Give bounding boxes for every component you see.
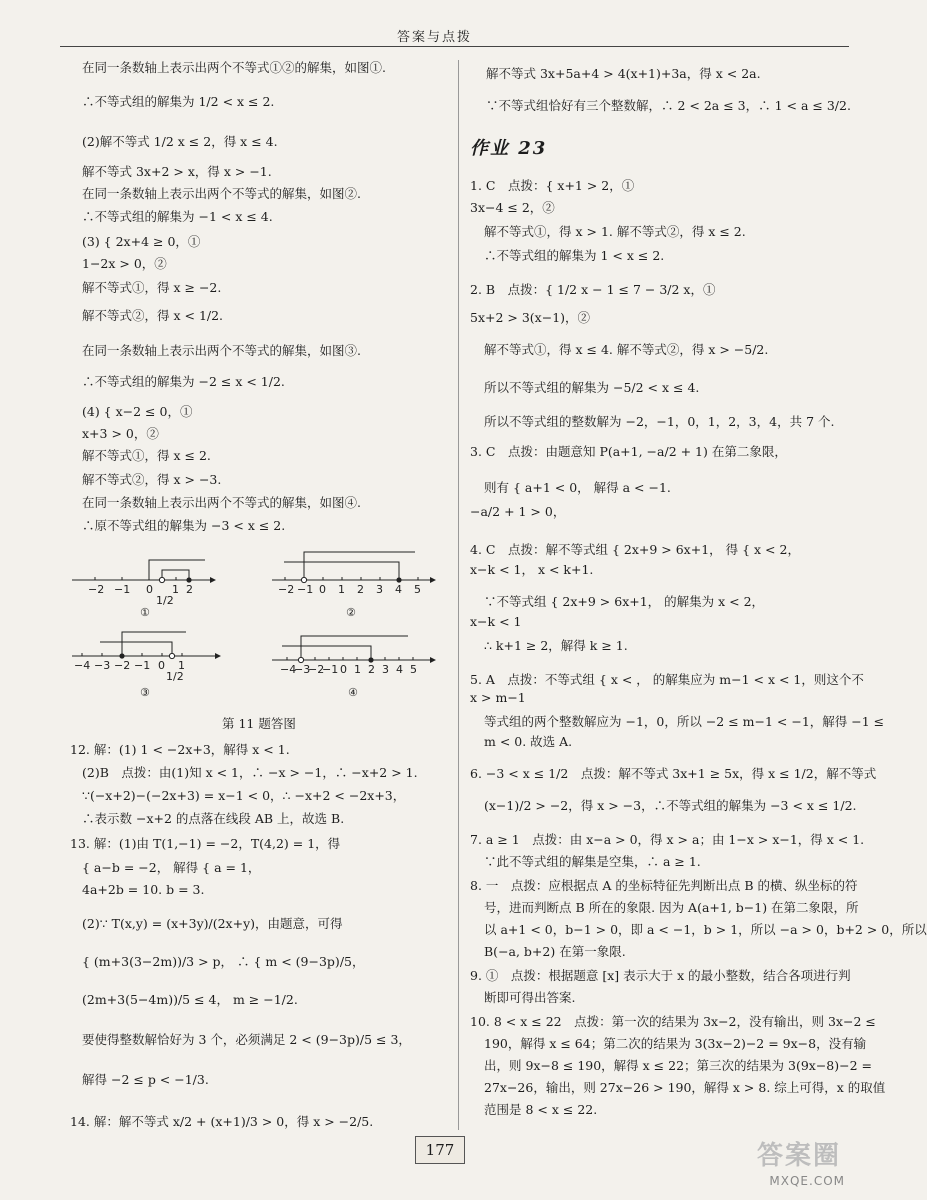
figure-label: ① [140,606,150,619]
text-line: ∴不等式组的解集为 1/2 < x ≤ 2. [82,94,275,109]
text-line: 号，进而判断点 B 所在的象限. 因为 A(a+1, b−1) 在第二象限，所 [484,900,859,915]
number-line-figure-2 [272,552,436,619]
tick-label: 3 [382,663,389,676]
text-line: ∵不等式组 { 2x+9 > 6x+1， 的解集为 x < 2， [484,594,765,609]
tick-label: −2 [308,663,325,676]
text-line: 所以不等式组的解集为 −5/2 < x ≤ 4. [484,380,700,395]
figure-caption: 第 11 题答图 [222,716,296,731]
text-line: 7. a ≥ 1 点拨：由 x−a > 0，得 x > a；由 1−x > x−1，得 x < 1. [470,832,865,847]
text-line: 出，则 9x−8 ≤ 190，解得 x ≤ 22；第三次的结果为 3(9x−8)−2 = [484,1058,873,1073]
tick-label: 5 [414,583,421,596]
text-line: ∴ k+1 ≥ 2，解得 k ≥ 1. [484,638,628,653]
watermark-url: MXQE.COM [769,1174,845,1188]
tick-label: 4 [395,583,402,596]
text-line: ∵不等式组恰好有三个整数解，∴ 2 < 2a ≤ 3，∴ 1 < a ≤ 3/2. [486,98,851,113]
text-line: x > m−1 [470,690,526,705]
text-line: 5. A 点拨：不等式组 { x < ， 的解集应为 m−1 < x < 1，则这个不 [470,672,864,687]
text-line: 在同一条数轴上表示出两个不等式的解集，如图④. [82,495,361,510]
tick-label: 1 [354,663,361,676]
tick-label: −1 [114,583,131,596]
text-line: ∴不等式组的解集为 −2 ≤ x < 1/2. [82,374,285,389]
text-line: (2)B 点拨：由(1)知 x < 1，∴ −x > −1，∴ −x+2 > 1. [82,765,418,780]
text-line: 则有 { a+1 < 0， 解得 a < −1. [484,480,671,495]
text-line: 27x−26，输出，则 27x−26 > 190，解得 x > 8. 综上可得，x 的取值 [484,1080,886,1095]
tick-label: 1 [338,583,345,596]
text-line: 解不等式 3x+2 > x，得 x > −1. [82,164,272,179]
text-line: ∴不等式组的解集为 1 < x ≤ 2. [484,248,665,263]
text-line: x−k < 1 [470,614,522,629]
figure-label: ③ [140,686,150,699]
figure-label: ② [346,606,356,619]
text-line: 解不等式 3x+5a+4 > 4(x+1)+3a，得 x < 2a. [486,66,761,81]
text-line: (2)∵ T(x,y) = (x+3y)/(2x+y)，由题意，可得 [82,916,343,931]
tick-label: 0 [319,583,326,596]
figure-label: ④ [348,686,358,699]
text-line: 范围是 8 < x ≤ 22. [484,1102,598,1117]
number-line-figure-3 [72,632,221,699]
watermark [714,1132,859,1194]
number-line-figures [60,540,450,710]
text-line: (x−1)/2 > −2，得 x > −3，∴不等式组的解集为 −3 < x ≤ 1/2. [484,798,857,813]
tick-label: −1 [322,663,339,676]
tick-label: −1 [297,583,314,596]
text-line: 2. B 点拨：{ 1/2 x − 1 ≤ 7 − 3/2 x，① [470,282,716,297]
tick-label: 0 [146,583,153,596]
half-label: 1/2 [166,670,184,683]
text-line: 10. 8 < x ≤ 22 点拨：第一次的结果为 3x−2，没有输出，则 3x−2 ≤ [470,1014,876,1029]
tick-label: −2 [114,659,131,672]
text-line: 6. −3 < x ≤ 1/2 点拨：解不等式 3x+1 ≥ 5x，得 x ≤ 1/2，解不等式 [470,766,877,781]
text-line: 12. 解：(1) 1 < −2x+3，解得 x < 1. [70,742,290,757]
text-line: ∵(−x+2)−(−2x+3) = x−1 < 0，∴ −x+2 < −2x+3， [82,788,406,803]
text-line: 在同一条数轴上表示出两个不等式的解集，如图③. [82,343,361,358]
header-rule [60,46,849,47]
tick-label: 5 [410,663,417,676]
tick-label: 2 [368,663,375,676]
page-header-title: 答案与点拨 [396,30,472,45]
tick-label: −3 [94,659,111,672]
column-divider [458,60,459,1130]
text-line: 1−2x > 0，② [82,256,167,271]
tick-label: 0 [340,663,347,676]
text-line: 4. C 点拨：解不等式组 { 2x+9 > 6x+1， 得 { x < 2， [470,542,800,557]
tick-label: −3 [294,663,311,676]
text-line: (2)解不等式 1/2 x ≤ 2，得 x ≤ 4. [82,134,278,149]
text-line: ∴原不等式组的解集为 −3 < x ≤ 2. [82,518,286,533]
section-title: 作业 23 [470,138,548,159]
text-line: 在同一条数轴上表示出两个不等式的解集，如图②. [82,186,361,201]
text-line: B(−a, b+2) 在第一象限. [484,944,626,959]
text-line: 断即可得出答案. [484,990,576,1005]
tick-label: 0 [158,659,165,672]
page-number: 177 [415,1136,465,1164]
text-line: 解不等式①，得 x ≤ 4. 解不等式②，得 x > −5/2. [484,342,769,357]
tick-label: 3 [376,583,383,596]
tick-label: −4 [280,663,297,676]
text-line: 解不等式①，得 x ≤ 2. [82,448,211,463]
text-line: 以 a+1 < 0，b−1 > 0，即 a < −1，b > 1，所以 −a > 0，b+2 > 0，所以 [484,922,927,937]
text-line: ∴不等式组的解集为 −1 < x ≤ 4. [82,209,273,224]
text-line: 解不等式②，得 x > −3. [82,472,222,487]
tick-label: −4 [74,659,91,672]
number-line-figure-1 [72,560,216,619]
text-line: 190，解得 x ≤ 64；第二次的结果为 3(3x−2)−2 = 9x−8，没有输 [484,1036,867,1051]
text-line: { a−b = −2， 解得 { a = 1， [82,860,261,875]
text-line: 要使得整数解恰好为 3 个，必须满足 2 < (9−3p)/5 ≤ 3， [82,1032,411,1047]
text-line: (3) { 2x+4 ≥ 0，① [82,234,201,249]
text-line: (2m+3(5−4m))/5 ≤ 4， m ≥ −1/2. [82,992,298,1007]
half-label: 1/2 [156,594,174,607]
text-line: 解不等式②，得 x < 1/2. [82,308,224,323]
text-line: m < 0. 故选 A. [484,734,573,749]
tick-label: 2 [186,583,193,596]
text-line: 所以不等式组的整数解为 −2，−1，0，1，2，3，4，共 7 个. [484,414,835,429]
text-line: x−k < 1， x < k+1. [470,562,594,577]
text-line: { (m+3(3−2m))/3 > p， ∴ { m < (9−3p)/5， [82,954,365,969]
text-line: 1. C 点拨：{ x+1 > 2，① [470,178,635,193]
text-line: 在同一条数轴上表示出两个不等式①②的解集，如图①. [82,60,386,75]
text-line: 14. 解：解不等式 x/2 + (x+1)/3 > 0，得 x > −2/5. [70,1114,374,1129]
tick-label: 4 [396,663,403,676]
tick-label: 1 [178,659,185,672]
text-line: 解不等式①，得 x ≥ −2. [82,280,222,295]
tick-label: −2 [278,583,295,596]
text-line: 9. ① 点拨：根据题意 [x] 表示大于 x 的最小整数，结合各项进行判 [470,968,851,983]
text-line: 8. 一 点拨：应根据点 A 的坐标特征先判断出点 B 的横、纵坐标的符 [470,878,858,893]
tick-label: −2 [88,583,105,596]
text-line: ∵此不等式组的解集是空集，∴ a ≥ 1. [484,854,701,869]
text-line: 等式组的两个整数解应为 −1，0，所以 −2 ≤ m−1 < −1，解得 −1 ≤ [484,714,885,729]
text-line: ∴表示数 −x+2 的点落在线段 AB 上，故选 B. [82,811,345,826]
text-line: 4a+2b = 10. b = 3. [82,882,205,897]
text-line: 3. C 点拨：由题意知 P(a+1, −a/2 + 1) 在第二象限， [470,444,787,459]
number-line-figure-4 [272,636,436,699]
text-line: 5x+2 > 3(x−1)，② [470,310,591,325]
text-line: 3x−4 ≤ 2，② [470,200,555,215]
tick-label: 2 [357,583,364,596]
text-line: 解不等式①，得 x > 1. 解不等式②，得 x ≤ 2. [484,224,746,239]
tick-label: 1 [172,583,179,596]
tick-label: −1 [134,659,151,672]
watermark-logo: 答案圈 [756,1141,841,1171]
text-line: x+3 > 0，② [82,426,159,441]
text-line: −a/2 + 1 > 0， [470,504,566,519]
text-line: 13. 解：(1)由 T(1,−1) = −2，T(4,2) = 1，得 [70,836,341,851]
text-line: (4) { x−2 ≤ 0，① [82,404,193,419]
text-line: 解得 −2 ≤ p < −1/3. [82,1072,209,1087]
